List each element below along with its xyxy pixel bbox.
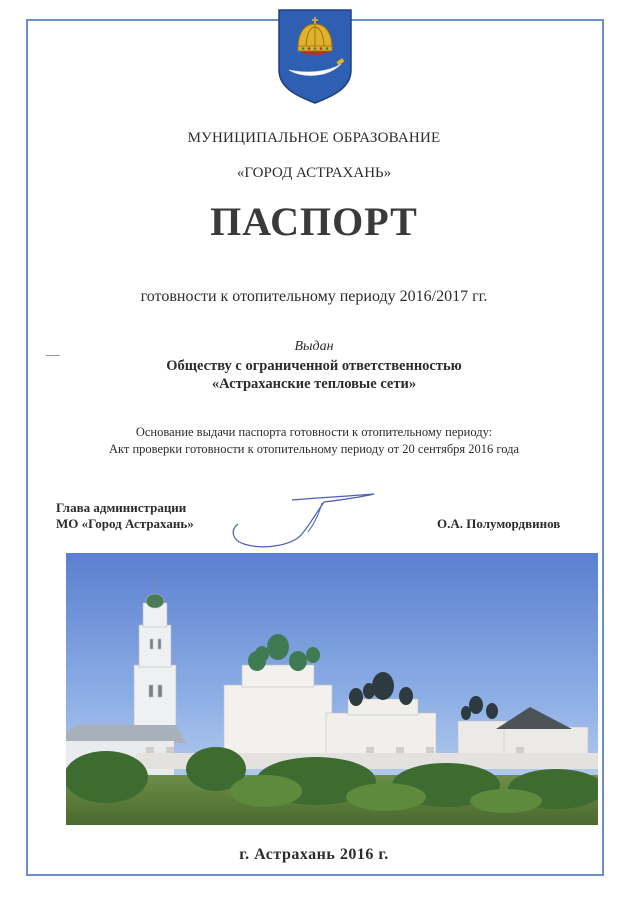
city-name: «ГОРОД АСТРАХАНЬ» [236,165,392,181]
signatory-title-line-1: Глава администрации [56,500,187,515]
document-title: ПАСПОРТ [210,199,418,244]
signatory-title-line-2: МО «Город Астрахань» [56,516,194,531]
organization-line-1: Обществу с ограниченной ответственностью [166,358,462,374]
document-footer: г. Астрахань 2016 г. [239,846,389,863]
basis-line-2: Акт проверки готовности к отопительному периоду от 20 сентября 2016 года [108,442,520,456]
coat-of-arms-emblem [277,8,353,104]
kremlin-photo [66,553,598,825]
readiness-subtitle: готовности к отопительному периоду 2016/2017 гг. [140,288,488,305]
handwritten-signature [222,490,382,552]
signatory-title [56,500,194,532]
scan-mark [46,355,60,356]
signatory-name: О.А. Полумордвинов [437,516,561,531]
municipal-header: МУНИЦИПАЛЬНОЕ ОБРАЗОВАНИЕ [187,130,441,146]
organization-line-2: «Астраханские тепловые сети» [211,376,417,392]
basis-line-1: Основание выдачи паспорта готовности к отопительному периоду: [135,425,493,439]
issued-label: Выдан [294,339,334,354]
